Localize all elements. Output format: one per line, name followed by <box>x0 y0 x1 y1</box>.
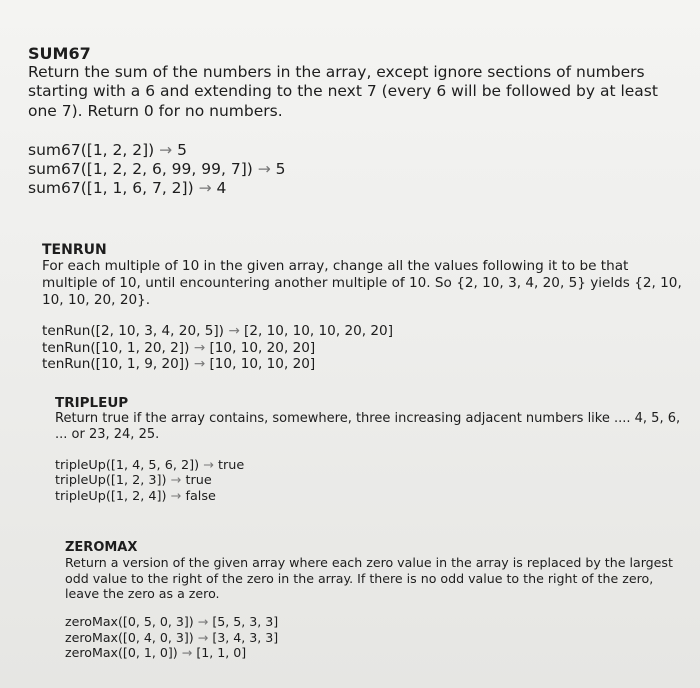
example-line <box>28 160 688 179</box>
problem-title: ZEROMAX <box>65 540 138 555</box>
problem-description: Return the sum of the numbers in the array, except ignore sections of numbers starting with a 6 and extending to the next 7 (every 6 will be followed by at least one 7). Return 0 for no numbers. <box>28 63 658 120</box>
example-line <box>55 473 685 489</box>
example-result: [3, 4, 3, 3] <box>212 629 279 645</box>
example-result: [10, 10, 10, 20] <box>209 356 316 373</box>
example-call: zeroMax([0, 5, 0, 3]) <box>65 614 194 630</box>
example-list <box>42 323 682 373</box>
example-result: false <box>185 488 216 504</box>
example-call: sum67([1, 2, 2, 6, 99, 99, 7]) <box>28 160 253 179</box>
problem-description: Return true if the array contains, somewhere, three increasing adjacent numbers like .... 4, 5, 6, ... or 23, 24, 25. <box>55 411 681 443</box>
arrow-icon: → <box>197 614 209 630</box>
example-result: [1, 1, 0] <box>196 644 247 660</box>
problem-description: Return a version of the given array where each zero value in the array is replaced by the largest odd value to the right of the zero in the array. If there is no odd value to the right of the zero, leave the zero as a zero. <box>65 555 673 602</box>
example-result: 4 <box>216 178 227 197</box>
example-call: tenRun([10, 1, 20, 2]) <box>42 339 190 356</box>
example-result: [10, 10, 20, 20] <box>209 339 316 356</box>
example-list <box>55 458 685 505</box>
example-line <box>65 614 685 629</box>
problem-title: TRIPLEUP <box>55 395 129 411</box>
arrow-icon: → <box>170 473 182 489</box>
example-result: true <box>218 457 245 473</box>
example-line <box>55 489 685 505</box>
example-call: sum67([1, 1, 6, 7, 2]) <box>28 178 194 197</box>
example-call: tripleUp([1, 2, 3]) <box>55 473 167 489</box>
arrow-icon: → <box>181 644 193 660</box>
example-line <box>65 630 685 645</box>
example-call: zeroMax([0, 4, 0, 3]) <box>65 629 194 645</box>
problem-tripleup <box>55 395 685 504</box>
arrow-icon: → <box>203 457 214 473</box>
arrow-icon: → <box>198 178 212 197</box>
example-line <box>28 179 688 198</box>
problem-sum67 <box>28 44 688 198</box>
example-call: tenRun([2, 10, 3, 4, 20, 5]) <box>42 322 224 339</box>
example-result: true <box>185 473 212 489</box>
problem-description: For each multiple of 10 in the given array, change all the values following it to be that multiple of 10, until encountering another multiple of 10. So {2, 10, 3, 4, 20, 5} yields {2, 10, 10, 10, 20, 20}. <box>42 258 682 308</box>
arrow-icon: → <box>197 629 209 645</box>
arrow-icon: → <box>159 141 173 160</box>
example-call: sum67([1, 2, 2]) <box>28 141 155 160</box>
example-call: tripleUp([1, 2, 4]) <box>55 488 167 504</box>
example-result: 5 <box>275 160 286 179</box>
example-line <box>65 645 685 660</box>
arrow-icon: → <box>193 339 206 356</box>
example-line <box>42 356 682 373</box>
example-result: [2, 10, 10, 10, 20, 20] <box>244 322 394 339</box>
example-result: [5, 5, 3, 3] <box>212 614 279 630</box>
problem-title: TENRUN <box>42 242 107 258</box>
problem-tenrun <box>42 242 682 373</box>
arrow-icon: → <box>228 322 240 339</box>
example-result: 5 <box>177 141 187 160</box>
example-call: tripleUp([1, 4, 5, 6, 2]) <box>55 457 200 473</box>
arrow-icon: → <box>257 160 271 179</box>
example-line <box>42 340 682 357</box>
problem-title: SUM67 <box>28 44 91 63</box>
arrow-icon: → <box>193 356 206 373</box>
problem-zeromax <box>65 540 685 660</box>
arrow-icon: → <box>170 488 182 504</box>
example-list <box>65 614 685 660</box>
example-call: zeroMax([0, 1, 0]) <box>65 644 178 660</box>
example-call: tenRun([10, 1, 9, 20]) <box>42 356 190 373</box>
example-list <box>28 141 688 198</box>
example-line <box>42 323 682 340</box>
example-line <box>55 458 685 474</box>
example-line <box>28 141 688 160</box>
